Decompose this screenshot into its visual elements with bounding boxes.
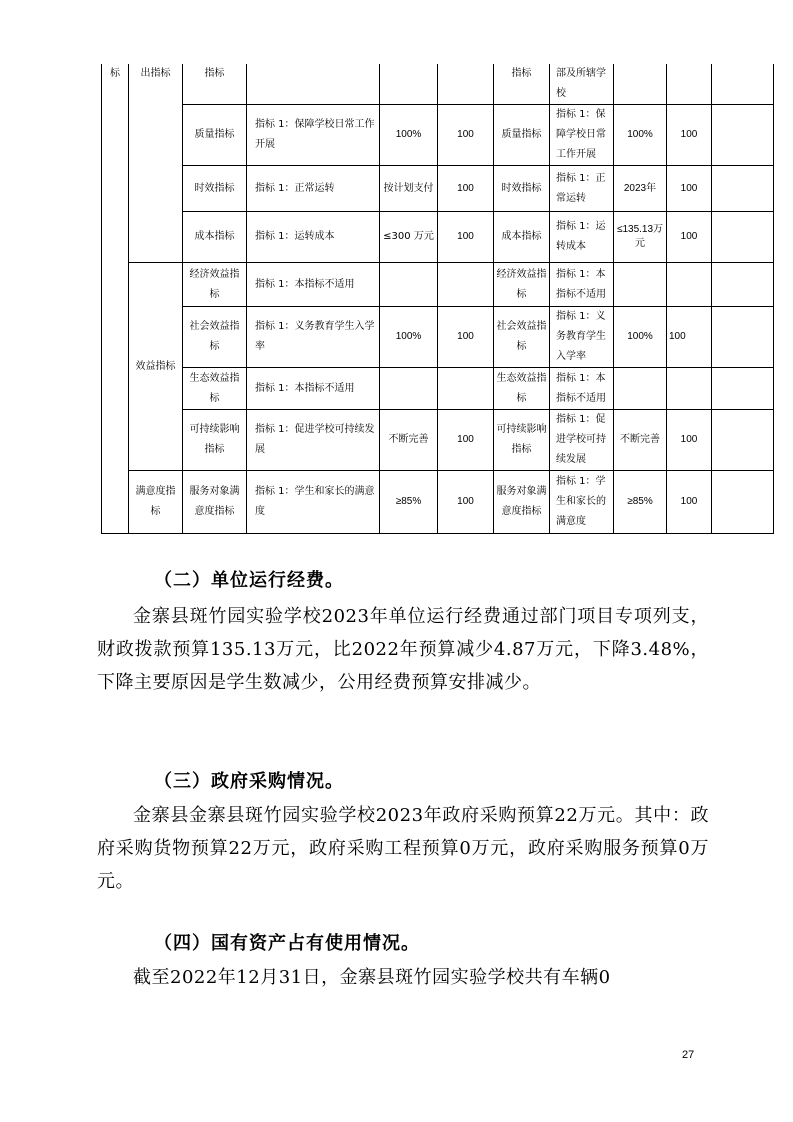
table-row: [102, 212, 774, 263]
table-cell: 成本指标: [494, 212, 550, 263]
table-cell: [247, 64, 380, 105]
section-heading-government-procurement: （三）政府采购情况。: [154, 771, 344, 792]
table-cell: [712, 410, 774, 471]
table-cell: 指标 1：运转成本: [550, 212, 614, 263]
table-cell: 经济效益指标: [494, 263, 550, 307]
section-body-operating-funds: 金寨县斑竹园实验学校2023年单位运行经费通过部门项目专项列支，财政拨款预算135.13万元，比2022年预算减少4.87万元，下降3.48%，下降主要原因是学生数减少，公用经费预算安排减少。: [97, 606, 709, 693]
table-cell: 可持续影响指标: [183, 410, 247, 471]
satisfaction-indicator-cell: 满意度指标: [129, 471, 183, 534]
table-cell: 指标 1：学生和家长的满意度: [247, 471, 380, 534]
table-cell: 100: [438, 410, 494, 471]
table-cell: 指标 1：本指标不适用: [247, 368, 380, 410]
table-cell: [438, 368, 494, 410]
table-cell: 100%: [380, 307, 438, 368]
table-cell: 100: [438, 166, 494, 212]
table-row: [102, 410, 774, 471]
table-cell: 指标 1：学生和家长的满意度: [550, 471, 614, 534]
table-cell: 服务对象满意度指标: [494, 471, 550, 534]
table-cell: [667, 64, 712, 105]
table-cell: 指标 1：本指标不适用: [247, 263, 380, 307]
table-cell: [712, 105, 774, 166]
table-cell: 经济效益指标: [183, 263, 247, 307]
table-cell: 指标 1：义务教育学生入学率: [247, 307, 380, 368]
section-body-state-assets: 截至2022年12月31日，金寨县斑竹园实验学校共有车辆0: [133, 967, 611, 988]
table-cell: 按计划支付: [380, 166, 438, 212]
table-cell: 100: [667, 105, 712, 166]
table-cell: [380, 263, 438, 307]
table-cell: 部及所辖学校: [550, 64, 614, 105]
table-cell: [712, 307, 774, 368]
table-cell: 指标 1：保障学校日常工作开展: [550, 105, 614, 166]
table-cell: 100: [667, 212, 712, 263]
table-cell: 100: [667, 307, 712, 368]
table-row: [102, 166, 774, 212]
table-cell: 指标: [494, 64, 550, 105]
page-number: 27: [682, 1049, 695, 1061]
benefit-indicator-cell: 效益指标: [129, 263, 183, 471]
table-cell: [438, 64, 494, 105]
table-cell: 可持续影响指标: [494, 410, 550, 471]
output-indicator-cell: 出指标: [129, 64, 183, 263]
table-cell: [614, 64, 667, 105]
table-cell: 成本指标: [183, 212, 247, 263]
table-cell: 100: [438, 471, 494, 534]
table-cell: 100: [438, 307, 494, 368]
table-row: [102, 368, 774, 410]
table-row: [102, 307, 774, 368]
table-cell: 不断完善: [614, 410, 667, 471]
table-cell: 生态效益指标: [494, 368, 550, 410]
table-cell: 指标: [183, 64, 247, 105]
table-cell: [380, 64, 438, 105]
table-cell: ≤300 万元: [380, 212, 438, 263]
table-cell: [712, 368, 774, 410]
table-cell: 指标 1：正常运转: [247, 166, 380, 212]
table-cell: 社会效益指标: [183, 307, 247, 368]
performance-indicator-table: [101, 64, 774, 534]
table-cell: 指标 1：保障学校日常工作开展: [247, 105, 380, 166]
table-row: [102, 471, 774, 534]
table-cell: ≥85%: [614, 471, 667, 534]
table-cell: [712, 212, 774, 263]
section-body-government-procurement: 金寨县金寨县斑竹园实验学校2023年政府采购预算22万元。其中：政府采购货物预算22万元，政府采购工程预算0万元，政府采购服务预算0万元。: [97, 805, 709, 892]
table-cell: 100: [667, 410, 712, 471]
table-cell: 服务对象满意度指标: [183, 471, 247, 534]
table-cell: 100: [438, 212, 494, 263]
table-cell: 社会效益指标: [494, 307, 550, 368]
table-row: [102, 64, 774, 105]
table-cell: 指标 1：促进学校可持续发展: [550, 410, 614, 471]
table-cell: 指标 1：本指标不适用: [550, 368, 614, 410]
table-cell: 不断完善: [380, 410, 438, 471]
table-cell: 指标 1：正常运转: [550, 166, 614, 212]
table-cell: 2023年: [614, 166, 667, 212]
table-cell: [614, 263, 667, 307]
table-cell: [712, 64, 774, 105]
table-cell: 100%: [614, 307, 667, 368]
table-cell: 指标 1：运转成本: [247, 212, 380, 263]
table-cell: 指标 1：促进学校可持续发展: [247, 410, 380, 471]
table-cell: ≥85%: [380, 471, 438, 534]
table-cell: 时效指标: [183, 166, 247, 212]
table-cell: [614, 368, 667, 410]
table-cell: 质量指标: [183, 105, 247, 166]
table-cell: [712, 263, 774, 307]
table-cell: [712, 166, 774, 212]
table-cell: [380, 368, 438, 410]
table-cell: 100: [667, 166, 712, 212]
table-cell: 指标 1：本指标不适用: [550, 263, 614, 307]
table-cell: 100%: [380, 105, 438, 166]
table-cell: 100: [438, 105, 494, 166]
table-cell: [712, 471, 774, 534]
table-cell: 指标 1：义务教育学生入学率: [550, 307, 614, 368]
table-cell: 100%: [614, 105, 667, 166]
table-row: [102, 263, 774, 307]
table-cell: 质量指标: [494, 105, 550, 166]
table-cell: ≤135.13万元: [614, 212, 667, 263]
level1-indicator-cell: 标: [102, 64, 129, 534]
table-cell: 时效指标: [494, 166, 550, 212]
table-cell: [667, 263, 712, 307]
table-cell: [667, 368, 712, 410]
section-heading-operating-funds: （二）单位运行经费。: [154, 570, 344, 591]
table-row: [102, 105, 774, 166]
section-heading-state-assets: （四）国有资产占有使用情况。: [154, 933, 420, 954]
table-cell: 100: [667, 471, 712, 534]
table-cell: [438, 263, 494, 307]
table-cell: 生态效益指标: [183, 368, 247, 410]
